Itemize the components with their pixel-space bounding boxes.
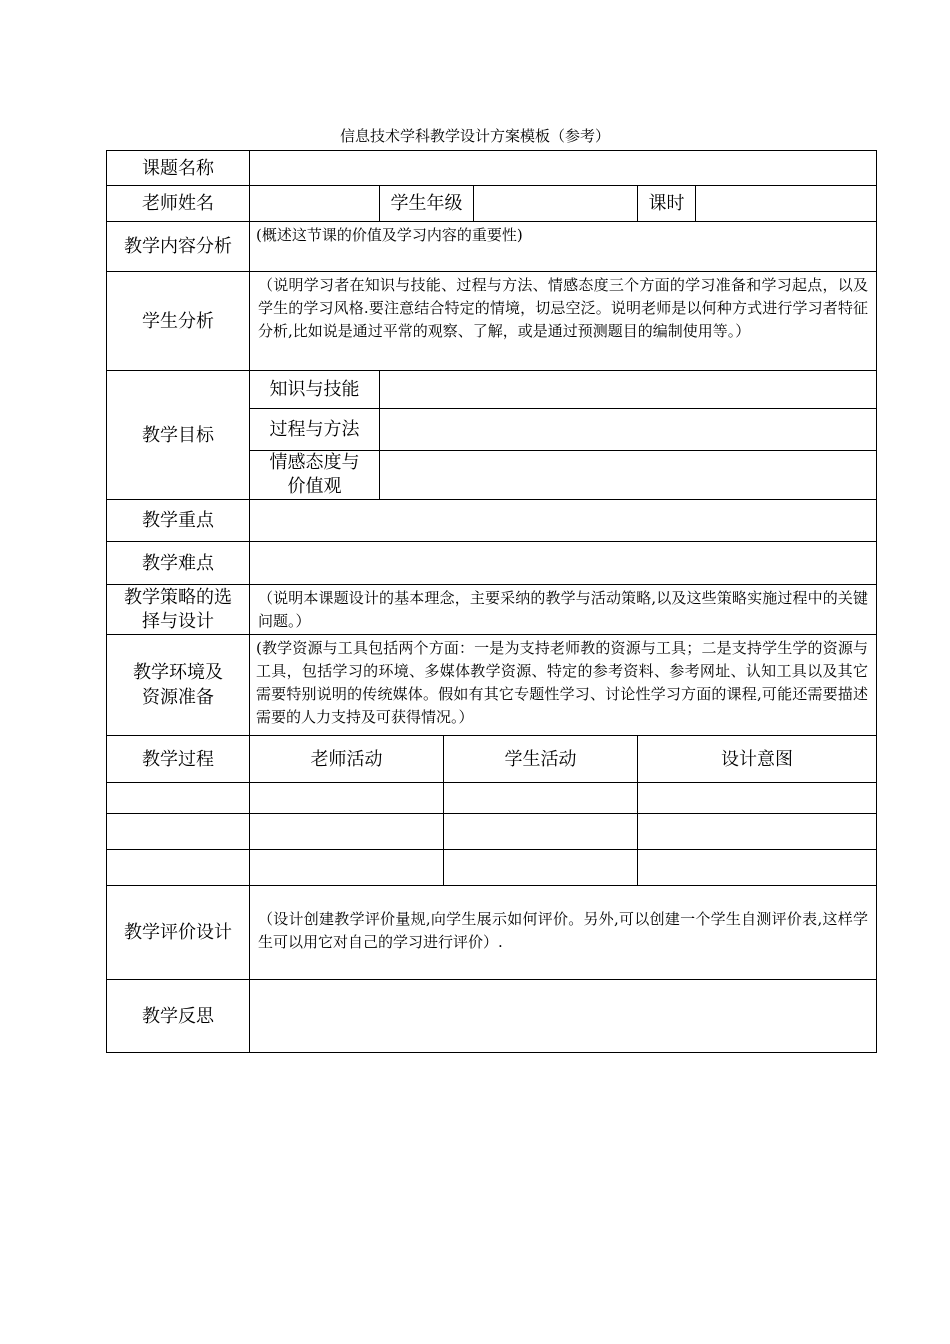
process-label: 教学过程 (142, 748, 214, 770)
table-row[interactable] (107, 850, 876, 885)
teacher-name-label: 老师姓名 (142, 193, 214, 214)
grade-value[interactable] (474, 186, 637, 221)
evaluation-label: 教学评价设计 (124, 922, 232, 943)
teacher-name-value[interactable] (250, 186, 379, 221)
objective-knowledge-value[interactable] (380, 371, 876, 408)
objective-process-value[interactable] (380, 409, 876, 450)
student-analysis-hint[interactable]: （说明学习者在知识与技能、过程与方法、情感态度三个方面的学习准备和学习起点，以及学生的学习风格.要注意结合特定的情境，切忌空泛。说明老师是以何种方式进行学习者特征分析,比如说是通过平常的观察、了解，或是通过预测题目的编制使用等。） (258, 276, 868, 340)
reflection-value[interactable] (250, 980, 876, 1052)
process-col-teacher: 老师活动 (310, 748, 383, 770)
environment-label: 教学环境及资源准备 (133, 662, 223, 708)
objective-attitude-value[interactable] (380, 451, 876, 499)
process-col-intent: 设计意图 (721, 748, 793, 770)
strategy-label: 教学策略的选择与设计 (124, 586, 232, 632)
difficulties-value[interactable] (250, 542, 876, 584)
page-title: 信息技术学科教学设计方案模板（参考） (339, 127, 610, 145)
environment-hint[interactable]: (教学资源与工具包括两个方面：一是为支持老师教的资源与工具；二是支持学生学的资源与工具，包括学习的环境、多媒体教学资源、特定的参考资料、参考网址、认知工具以及其它需要特别说明的传统媒体。假如有其它专题性学习、讨论性学习方面的课程,可能还需要描述需要的人力支持及可获得情况。） (256, 639, 868, 726)
objective-knowledge-label: 知识与技能 (269, 379, 360, 400)
topic-value[interactable] (250, 151, 876, 185)
key-points-label: 教学重点 (142, 510, 214, 531)
period-value[interactable] (696, 186, 876, 221)
difficulties-label: 教学难点 (142, 552, 214, 574)
table-row[interactable] (107, 814, 876, 849)
key-points-value[interactable] (250, 500, 876, 541)
content-analysis-label: 教学内容分析 (124, 236, 232, 257)
process-col-student: 学生活动 (504, 748, 577, 770)
grade-label: 学生年级 (390, 193, 463, 214)
evaluation-hint[interactable]: （设计创建教学评价量规,向学生展示如何评价。另外,可以创建一个学生自测评价表,这样学生可以用它对自己的学习进行评价）. (258, 910, 868, 951)
table-row[interactable] (107, 783, 876, 813)
strategy-hint[interactable]: （说明本课题设计的基本理念，主要采纳的教学与活动策略,以及这些策略实施过程中的关键问题。） (258, 589, 868, 630)
objective-process-label: 过程与方法 (269, 419, 360, 440)
content-analysis-hint[interactable]: (概述这节课的价值及学习内容的重要性) (256, 226, 523, 244)
objectives-label: 教学目标 (142, 424, 214, 446)
reflection-label: 教学反思 (142, 1005, 214, 1027)
period-label: 课时 (648, 193, 685, 214)
student-analysis-label: 学生分析 (142, 310, 214, 332)
objective-attitude-label: 情感态度与价值观 (269, 452, 360, 497)
topic-label: 课题名称 (142, 157, 214, 179)
